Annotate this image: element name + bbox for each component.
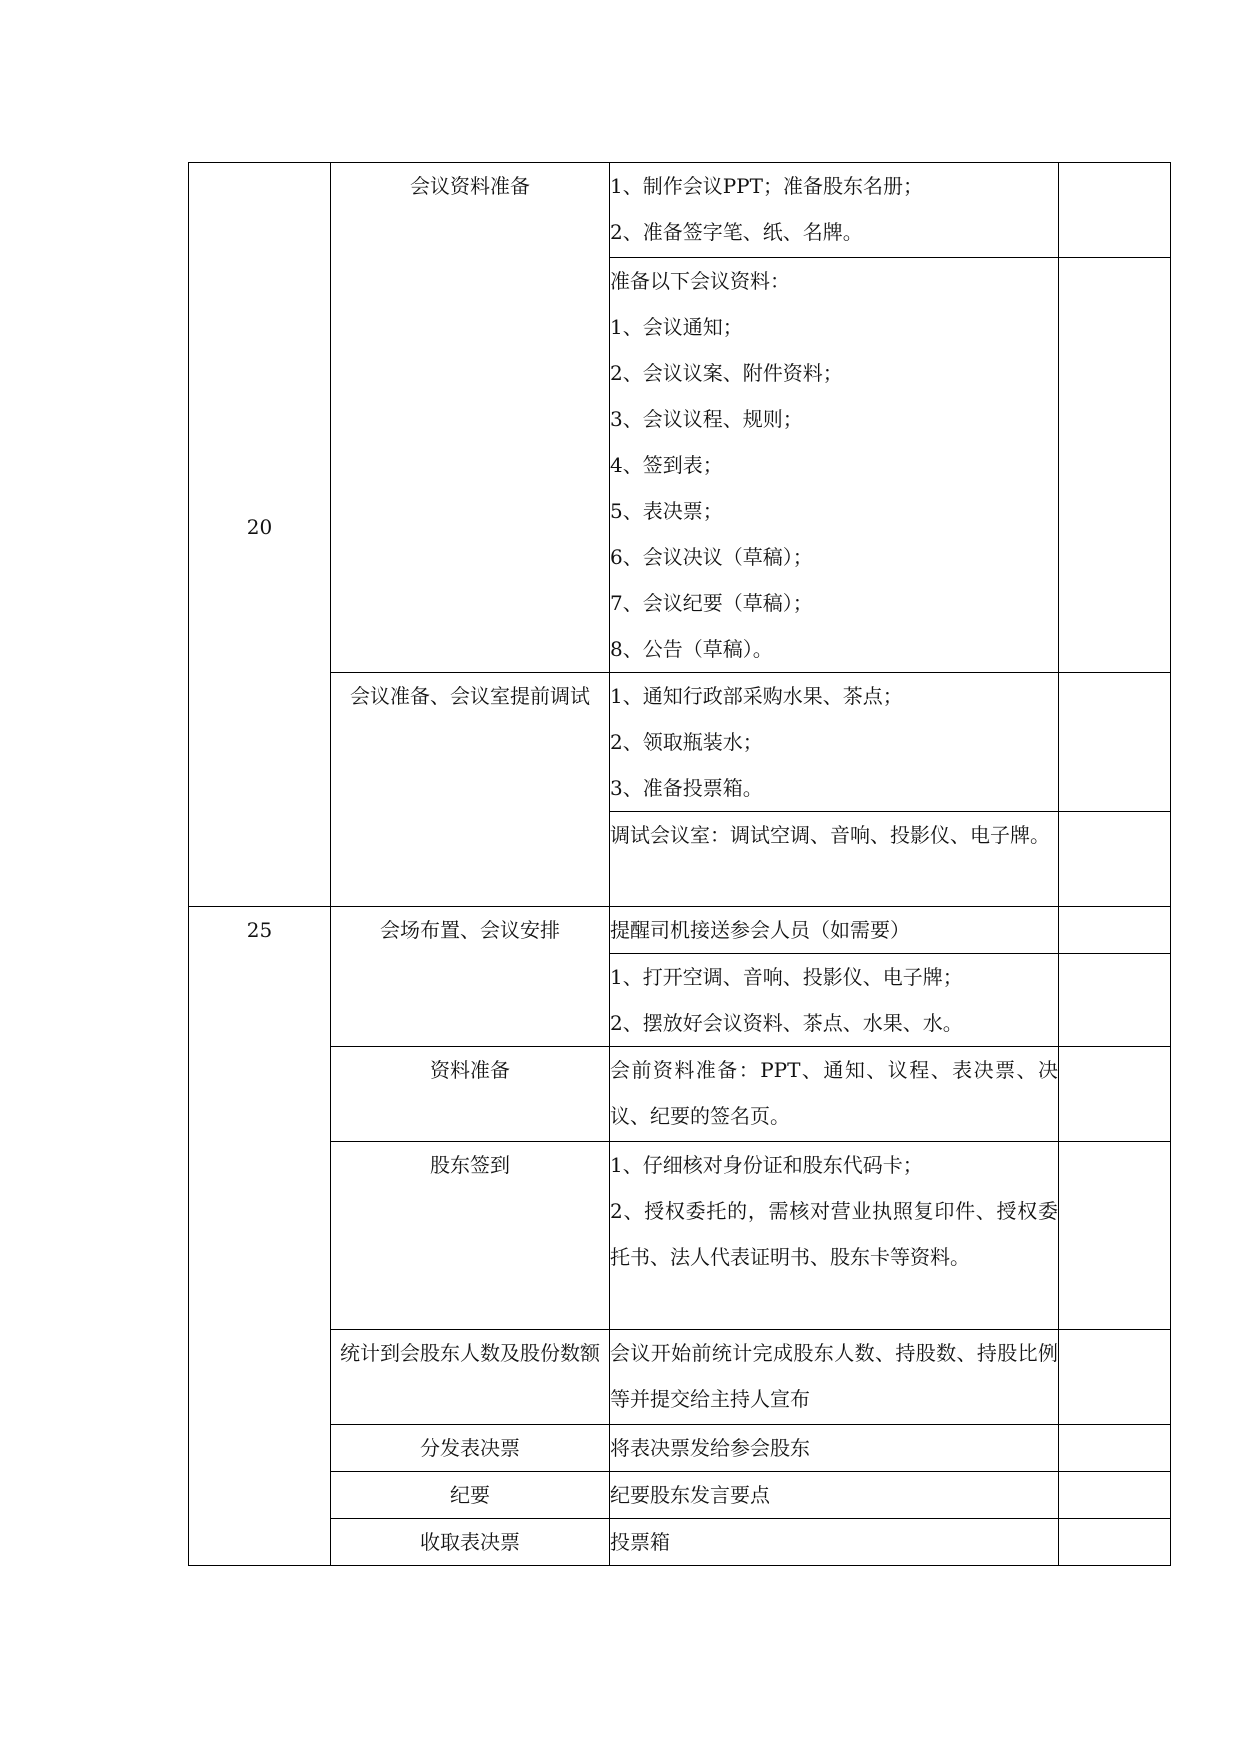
- time-value: 25: [246, 918, 273, 942]
- task-cell: [331, 907, 610, 1047]
- time-cell: [189, 907, 331, 1566]
- content-line: 4、签到表；: [610, 453, 723, 477]
- task-cell: [331, 1047, 610, 1142]
- content-line: 1、打开空调、音响、投影仪、电子牌；: [610, 965, 963, 989]
- task-name: 会议准备、会议室提前调试: [350, 684, 590, 708]
- table-row: [189, 1519, 1171, 1566]
- content-line: 投票箱: [610, 1530, 670, 1554]
- content-line: 提醒司机接送参会人员（如需要）: [610, 918, 910, 942]
- content-line: 纪要股东发言要点: [610, 1483, 770, 1507]
- task-cell: [331, 163, 610, 673]
- note-cell: [1059, 1472, 1171, 1519]
- table-row: [189, 1142, 1171, 1330]
- content-cell: [610, 1472, 1059, 1519]
- note-cell: [1059, 1330, 1171, 1425]
- table-row: [189, 907, 1171, 954]
- note-cell: [1059, 954, 1171, 1047]
- task-cell: [331, 1142, 610, 1330]
- content-cell: [610, 812, 1059, 907]
- note-cell: [1059, 907, 1171, 954]
- note-cell: [1059, 163, 1171, 258]
- content-line: 会前资料准备：PPT、通知、议程、表决票、决议、纪要的签名页。: [610, 1058, 1058, 1128]
- content-cell: [610, 907, 1059, 954]
- table-row: [189, 163, 1171, 258]
- task-name: 分发表决票: [420, 1436, 520, 1460]
- table-row: [189, 1425, 1171, 1472]
- content-line: 2、授权委托的，需核对营业执照复印件、授权委托书、法人代表证明书、股东卡等资料。: [610, 1199, 1058, 1269]
- content-cell: [610, 954, 1059, 1047]
- content-cell: [610, 1330, 1059, 1425]
- table-row: [189, 673, 1171, 812]
- content-line: 2、摆放好会议资料、茶点、水果、水。: [610, 1011, 963, 1035]
- note-cell: [1059, 1047, 1171, 1142]
- note-cell: [1059, 1425, 1171, 1472]
- task-cell: [331, 1519, 610, 1566]
- content-cell: [610, 673, 1059, 812]
- content-line: 6、会议决议（草稿）；: [610, 545, 813, 569]
- content-line: 7、会议纪要（草稿）；: [610, 591, 813, 615]
- task-cell: [331, 1472, 610, 1519]
- content-line: 1、仔细核对身份证和股东代码卡；: [610, 1153, 923, 1177]
- task-name: 纪要: [450, 1483, 490, 1507]
- content-line: 2、领取瓶装水；: [610, 730, 763, 754]
- content-line: 3、会议议程、规则；: [610, 407, 803, 431]
- content-line: 8、公告（草稿）。: [610, 637, 773, 661]
- note-cell: [1059, 812, 1171, 907]
- content-cell: [610, 1047, 1059, 1142]
- content-line: 2、会议议案、附件资料；: [610, 361, 843, 385]
- content-line: 5、表决票；: [610, 499, 723, 523]
- content-line: 将表决票发给参会股东: [610, 1436, 810, 1460]
- content-line: 2、准备签字笔、纸、名牌。: [610, 220, 863, 244]
- task-name: 统计到会股东人数及股份数额: [340, 1341, 600, 1365]
- content-cell: [610, 258, 1059, 673]
- content-cell: [610, 1519, 1059, 1566]
- task-name: 资料准备: [430, 1058, 510, 1082]
- time-cell: [189, 163, 331, 907]
- time-value: 20: [246, 514, 273, 539]
- table-row: [189, 1047, 1171, 1142]
- table-row: [189, 1472, 1171, 1519]
- content-line: 3、准备投票箱。: [610, 776, 763, 800]
- meeting-schedule-table: [188, 162, 1171, 1566]
- task-name: 收取表决票: [420, 1530, 520, 1554]
- content-cell: [610, 1142, 1059, 1330]
- note-cell: [1059, 1519, 1171, 1566]
- content-line: 准备以下会议资料：: [610, 269, 790, 293]
- task-name: 会议资料准备: [410, 174, 530, 198]
- task-cell: [331, 1425, 610, 1472]
- task-cell: [331, 1330, 610, 1425]
- table-row: [189, 1330, 1171, 1425]
- content-line: 会议开始前统计完成股东人数、持股数、持股比例等并提交给主持人宣布: [610, 1341, 1058, 1411]
- note-cell: [1059, 258, 1171, 673]
- note-cell: [1059, 673, 1171, 812]
- task-name: 会场布置、会议安排: [380, 918, 560, 942]
- content-line: 1、会议通知；: [610, 315, 743, 339]
- note-cell: [1059, 1142, 1171, 1330]
- content-cell: [610, 163, 1059, 258]
- content-line: 1、制作会议PPT；准备股东名册；: [610, 174, 923, 198]
- task-cell: [331, 673, 610, 907]
- content-cell: [610, 1425, 1059, 1472]
- content-line: 调试会议室：调试空调、音响、投影仪、电子牌。: [610, 823, 1050, 847]
- content-line: 1、通知行政部采购水果、茶点；: [610, 684, 903, 708]
- task-name: 股东签到: [430, 1153, 510, 1177]
